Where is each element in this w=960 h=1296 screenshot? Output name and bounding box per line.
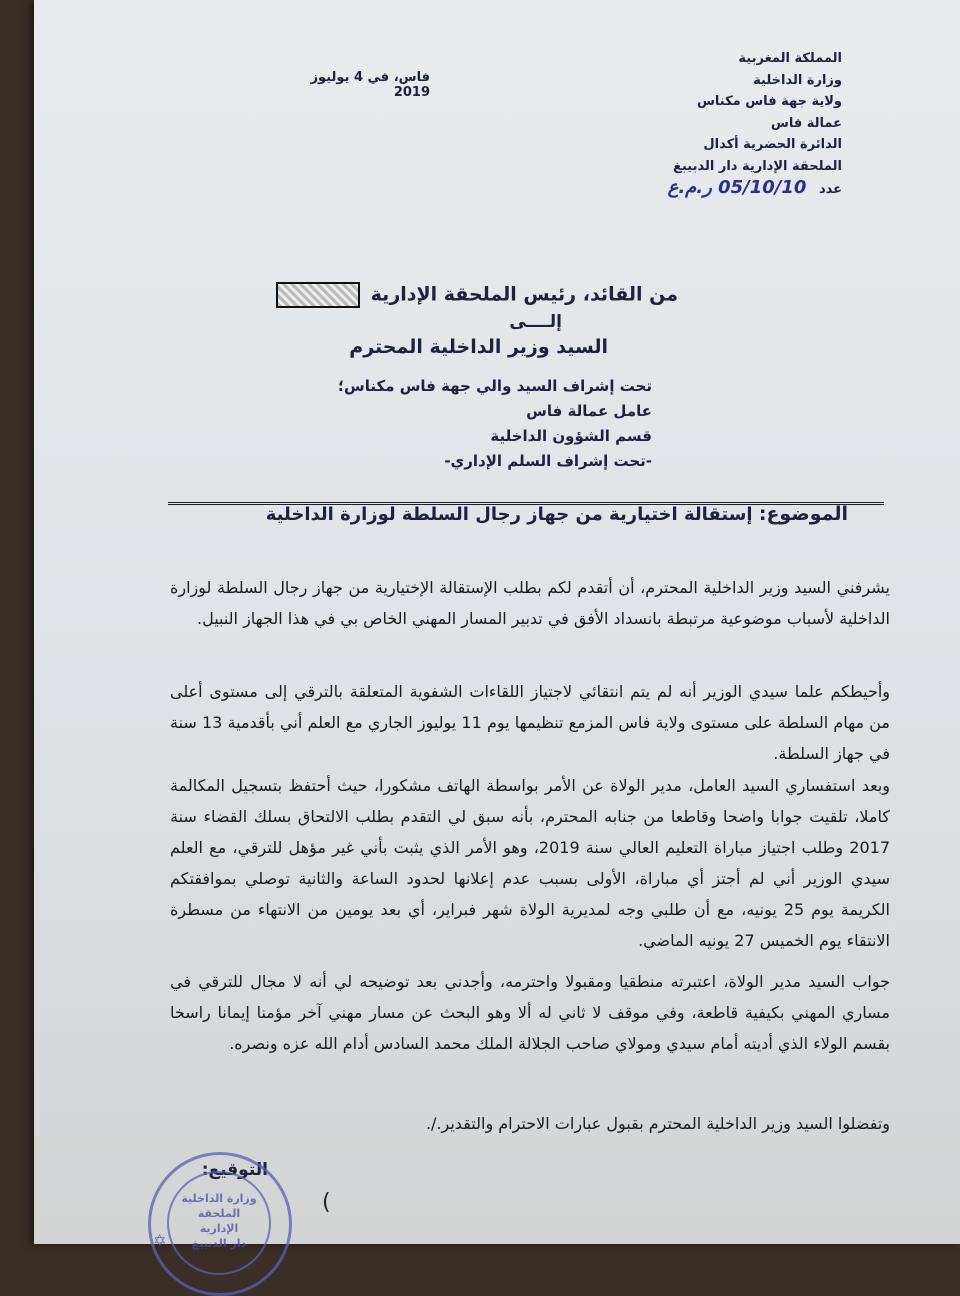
official-stamp: [148, 1152, 292, 1296]
stamp-text: [177, 1191, 261, 1251]
subject-text: إستقالة اختيارية من جهاز رجال السلطة لوزارة الداخلية: [265, 504, 753, 525]
header-line: الدائرة الحضرية أكدال: [703, 137, 842, 152]
header-line: ولاية جهة فاس مكناس: [696, 94, 842, 109]
from-text: من القائد، رئيس الملحقة الإدارية: [370, 283, 678, 306]
reference-line: [582, 177, 842, 201]
redacted-name: [276, 282, 360, 308]
reference-label: عدد: [818, 182, 842, 197]
letter-page: [34, 0, 960, 1250]
header-line: المملكة المغربية: [738, 51, 842, 66]
to-line: إلــــى: [509, 312, 562, 332]
from-line: [272, 282, 678, 308]
sender-header: [582, 48, 842, 201]
star-icon: ✡: [153, 1231, 167, 1250]
stamp-line: وزارة الداخلية: [181, 1192, 257, 1205]
header-line: وزارة الداخلية: [753, 72, 842, 88]
reference-number: 05/10/10 ر.م.ع: [667, 177, 807, 198]
signature-mark: (: [322, 1190, 331, 1215]
routing-line: عامل عمالة فاس: [526, 402, 652, 420]
body-paragraph: يشرفني السيد وزير الداخلية المحترم، أن أتقدم لكم بطلب الإستقالة الإختيارية من جهاز رجال السلطة لوزارة الداخلية لأسباب موضوعية مرتبطة بانسداد الأفق في تدبير المسار المهني الخاص بي في هذا الجهاز النبيل.: [170, 578, 890, 628]
subject-label: الموضوع:: [758, 503, 848, 525]
stamp-line: الملحقة: [197, 1207, 241, 1220]
signature-label: التوقيع:: [201, 1160, 268, 1180]
stamp-line: الإدارية: [199, 1222, 239, 1235]
header-line: الملحقة الإدارية دار الدبيبغ: [673, 158, 842, 174]
body-paragraph: جواب السيد مدير الولاة، اعتبرته منطقيا ومقبولا واحترمه، وأجدني بعد توضيحه لي أنه لا مجال للترقي في مساري المهني بكيفية قاطعة، وفي موقف لا ثاني له ألا وهو البحث عن مسار مهني آخر مؤمنا إيمانا راسخا بقسم الولاء الذي أديته أمام سيدي ومولاي صاحب الجلالة الملك محمد السادس أدام الله عزه ونصره.: [170, 972, 890, 1053]
stamp-line: دار الدبيبغ: [191, 1237, 247, 1250]
body-paragraph: وبعد استفساري السيد العامل، مدير الولاة عن الأمر بواسطة الهاتف مشكورا، حيث أحتفظ بتسجيل المكالمة كاملا، تلقيت جوابا واضحا وقاطعا من جنابه المحترم، بأنه سبق لي التقدم بطلب الالتحاق بسلك القضاء سنة 2017 وطلب اجتياز مباراة التعليم العالي سنة 2019، وهو الأمر الذي يثبت بأني غير مؤهل للترقي، مع العلم سيدي الوزير أني لم أجتز أي مباراة، الأولى بسبب عدم إعلانها لحدود الساعة والثانية توصلي بموافقتكم الكريمة يوم 25 يونيه، مع أن طلبي وجه لمديرية الولاة شهر فبراير، أي بعد يومين من الانتهاء من مسطرة الانتقاء يوم الخميس 27 يونيه الماضي.: [170, 776, 891, 950]
closing-line: وتفضلوا السيد وزير الداخلية المحترم بقبول عبارات الاحترام والتقدير./.: [425, 1114, 890, 1133]
header-line: عمالة فاس: [770, 115, 842, 131]
recipient-line: السيد وزير الداخلية المحترم: [349, 336, 608, 358]
subject-line: [266, 503, 848, 525]
routing-line: تحت إشراف السيد والي جهة فاس مكناس؛: [338, 377, 652, 395]
routing-line: -تحت إشراف السلم الإداري-: [444, 452, 652, 470]
body-paragraph: وأحيطكم علما سيدي الوزير أنه لم يتم انتقائي لاجتياز اللقاءات الشفوية المتعلقة بالترقي إلى مستوى أعلى من مهام السلطة على مستوى ولاية فاس المزمع تنظيمها يوم 11 يوليوز الجاري مع العلم أني بأقدمية 13 سنة في جهاز السلطة.: [170, 682, 891, 763]
letter-date: فاس، في 4 يوليوز 2019: [310, 70, 430, 100]
routing-line: قسم الشؤون الداخلية: [490, 427, 652, 445]
routing-block: [292, 374, 652, 474]
